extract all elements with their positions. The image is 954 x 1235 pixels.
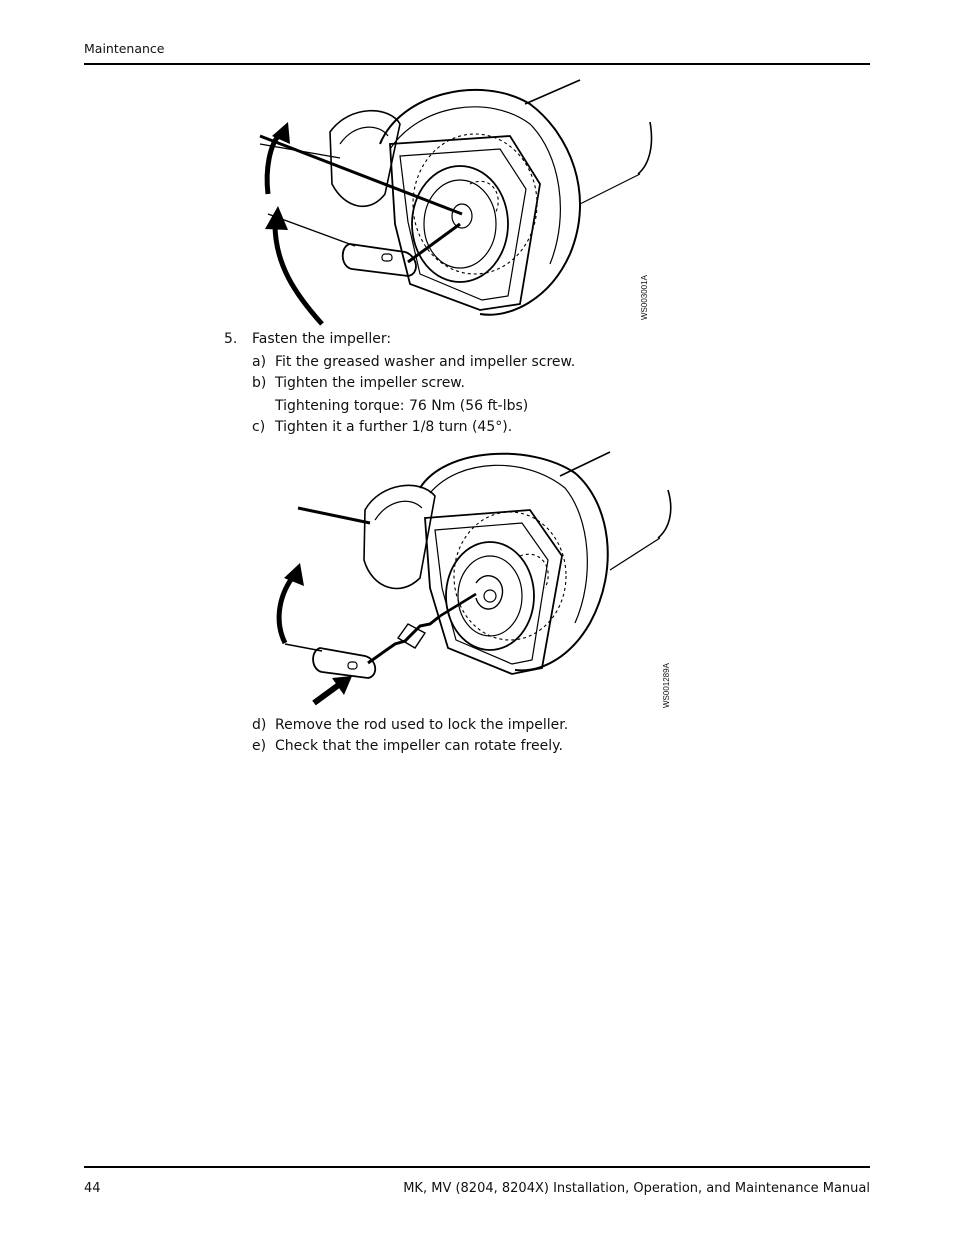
- substep-text: Fit the greased washer and impeller screw.: [275, 354, 576, 370]
- substep-b: [252, 375, 465, 391]
- substep-label: e): [252, 738, 267, 754]
- substep-e: [252, 738, 563, 754]
- figure-impeller-tightening: [280, 448, 690, 718]
- substep-text: Check that the impeller can rotate freely.: [275, 738, 563, 754]
- pump-illustration-1: [250, 74, 670, 330]
- step-number: 5.: [224, 331, 238, 347]
- step-5: [224, 331, 391, 347]
- footer-rule: [84, 1166, 870, 1168]
- pump-illustration-2: [280, 448, 690, 718]
- substep-label: c): [252, 419, 266, 435]
- figure-code-1: WS003001A: [640, 275, 649, 320]
- substep-d: [252, 717, 568, 733]
- substep-c: [252, 419, 512, 435]
- figure-impeller-lock-rod: [250, 74, 670, 330]
- header-rule: [84, 63, 870, 65]
- substep-text: Remove the rod used to lock the impeller.: [275, 717, 569, 733]
- substep-label: d): [252, 717, 267, 733]
- substep-label: a): [252, 354, 267, 370]
- manual-title: MK, MV (8204, 8204X) Installation, Operation, and Maintenance Manual: [403, 1181, 870, 1196]
- step-text: Fasten the impeller:: [252, 331, 392, 347]
- torque-note: Tightening torque: 76 Nm (56 ft-lbs): [275, 398, 529, 414]
- substep-a: [252, 354, 575, 370]
- running-header: Maintenance: [84, 41, 165, 56]
- substep-label: b): [252, 375, 267, 391]
- substep-text: Tighten it a further 1/8 turn (45°).: [275, 419, 513, 435]
- substep-text: Tighten the impeller screw.: [275, 375, 465, 391]
- figure-code-2: WS001289A: [662, 663, 671, 708]
- page-number: 44: [84, 1181, 101, 1196]
